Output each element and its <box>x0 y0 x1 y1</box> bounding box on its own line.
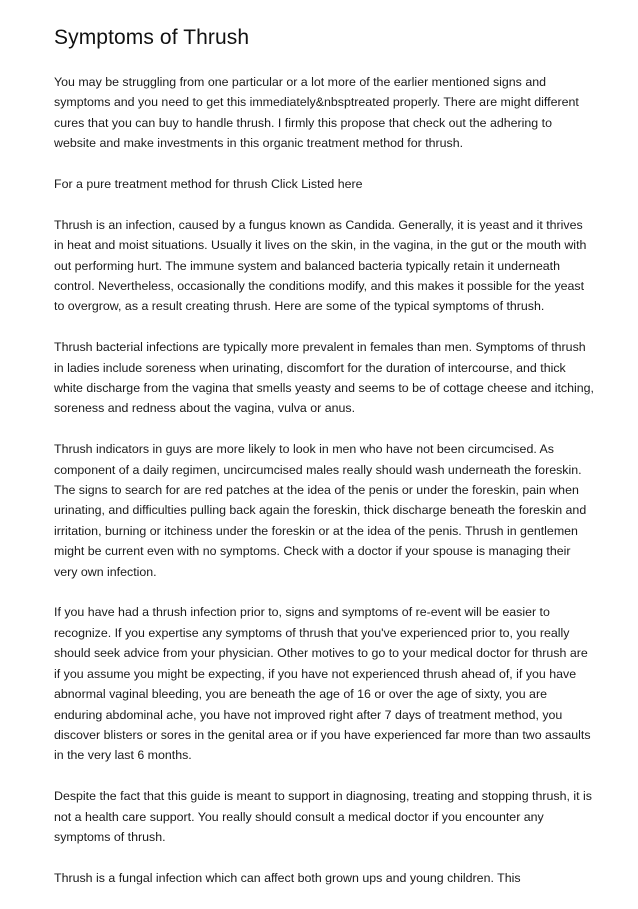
document-title: Symptoms of Thrush <box>54 26 250 49</box>
document-page <box>54 24 594 909</box>
paragraph-fungal-infection: Thrush is a fungal infection which can affect both grown ups and young children. This <box>54 870 521 885</box>
paragraph-what-is-thrush: Thrush is an infection, caused by a fungus known as Candida. Generally, it is yeast and it thrives in heat and moist situations. Usually it lives on the skin, in the vagina, in the gut or the mouth with out performing hurt. The immune system and balanced bacteria typically retain it underneath control. Nevertheless, occasionally the conditions modify, and this makes it possible for the yeast to overgrow, as a result creating thrush. Here are some of the typical symptoms of thrush. <box>54 217 587 314</box>
paragraph-thrush-in-women: Thrush bacterial infections are typically more prevalent in females than men. Symptoms of thrush in ladies include soreness when urinating, discomfort for the duration of intercourse, and thick white discharge from the vagina that smells yeasty and seems to be of cottage cheese and itching, soreness and redness about the vagina, vulva or anus. <box>54 340 594 416</box>
paragraph-click-here: For a pure treatment method for thrush Click Listed here <box>54 177 363 192</box>
paragraph-disclaimer: Despite the fact that this guide is meant to support in diagnosing, treating and stopping thrush, it is not a health care support. You really should consult a medical doctor if you encounter any symptoms of thrush. <box>54 789 592 844</box>
paragraph-thrush-in-men: Thrush indicators in guys are more likely to look in men who have not been circumcised. As component of a daily regimen, uncircumcised males really should wash underneath the foreskin. The signs to search for are red patches at the idea of the penis or under the foreskin, pain when urinating, and difficulties pulling back again the foreskin, thick discharge beneath the foreskin and irritation, burning or itchiness under the foreskin or at the idea of the penis. Thrush in gentlemen might be current even with no symptoms. Check with a doctor if your spouse is managing their very own infection. <box>54 442 587 579</box>
paragraph-intro: You may be struggling from one particular or a lot more of the earlier mentioned signs and symptoms and you need to get this immediately&nbsptreated properly. There are might different cures that you can buy to handle thrush. I firmly this propose that check out the adhering to website and make investments in this organic treatment method for thrush. <box>54 75 579 151</box>
paragraph-when-to-see-doctor: If you have had a thrush infection prior to, signs and symptoms of re-event will be easier to recognize. If you expertise any symptoms of thrush that you've experienced prior to, you really should seek advice from your physician. Other motives to go to your medical doctor for thrush are if you assume you might be expecting, if you have not experienced thrush ahead of, if you have abnormal vaginal bleeding, you are beneath the age of 16 or over the age of sixty, you are enduring abdominal ache, you have not improved right after 7 days of treatment method, you discover blisters or sores in the genital area or if you have experienced far more than two assaults in the very last 6 months. <box>54 605 591 763</box>
